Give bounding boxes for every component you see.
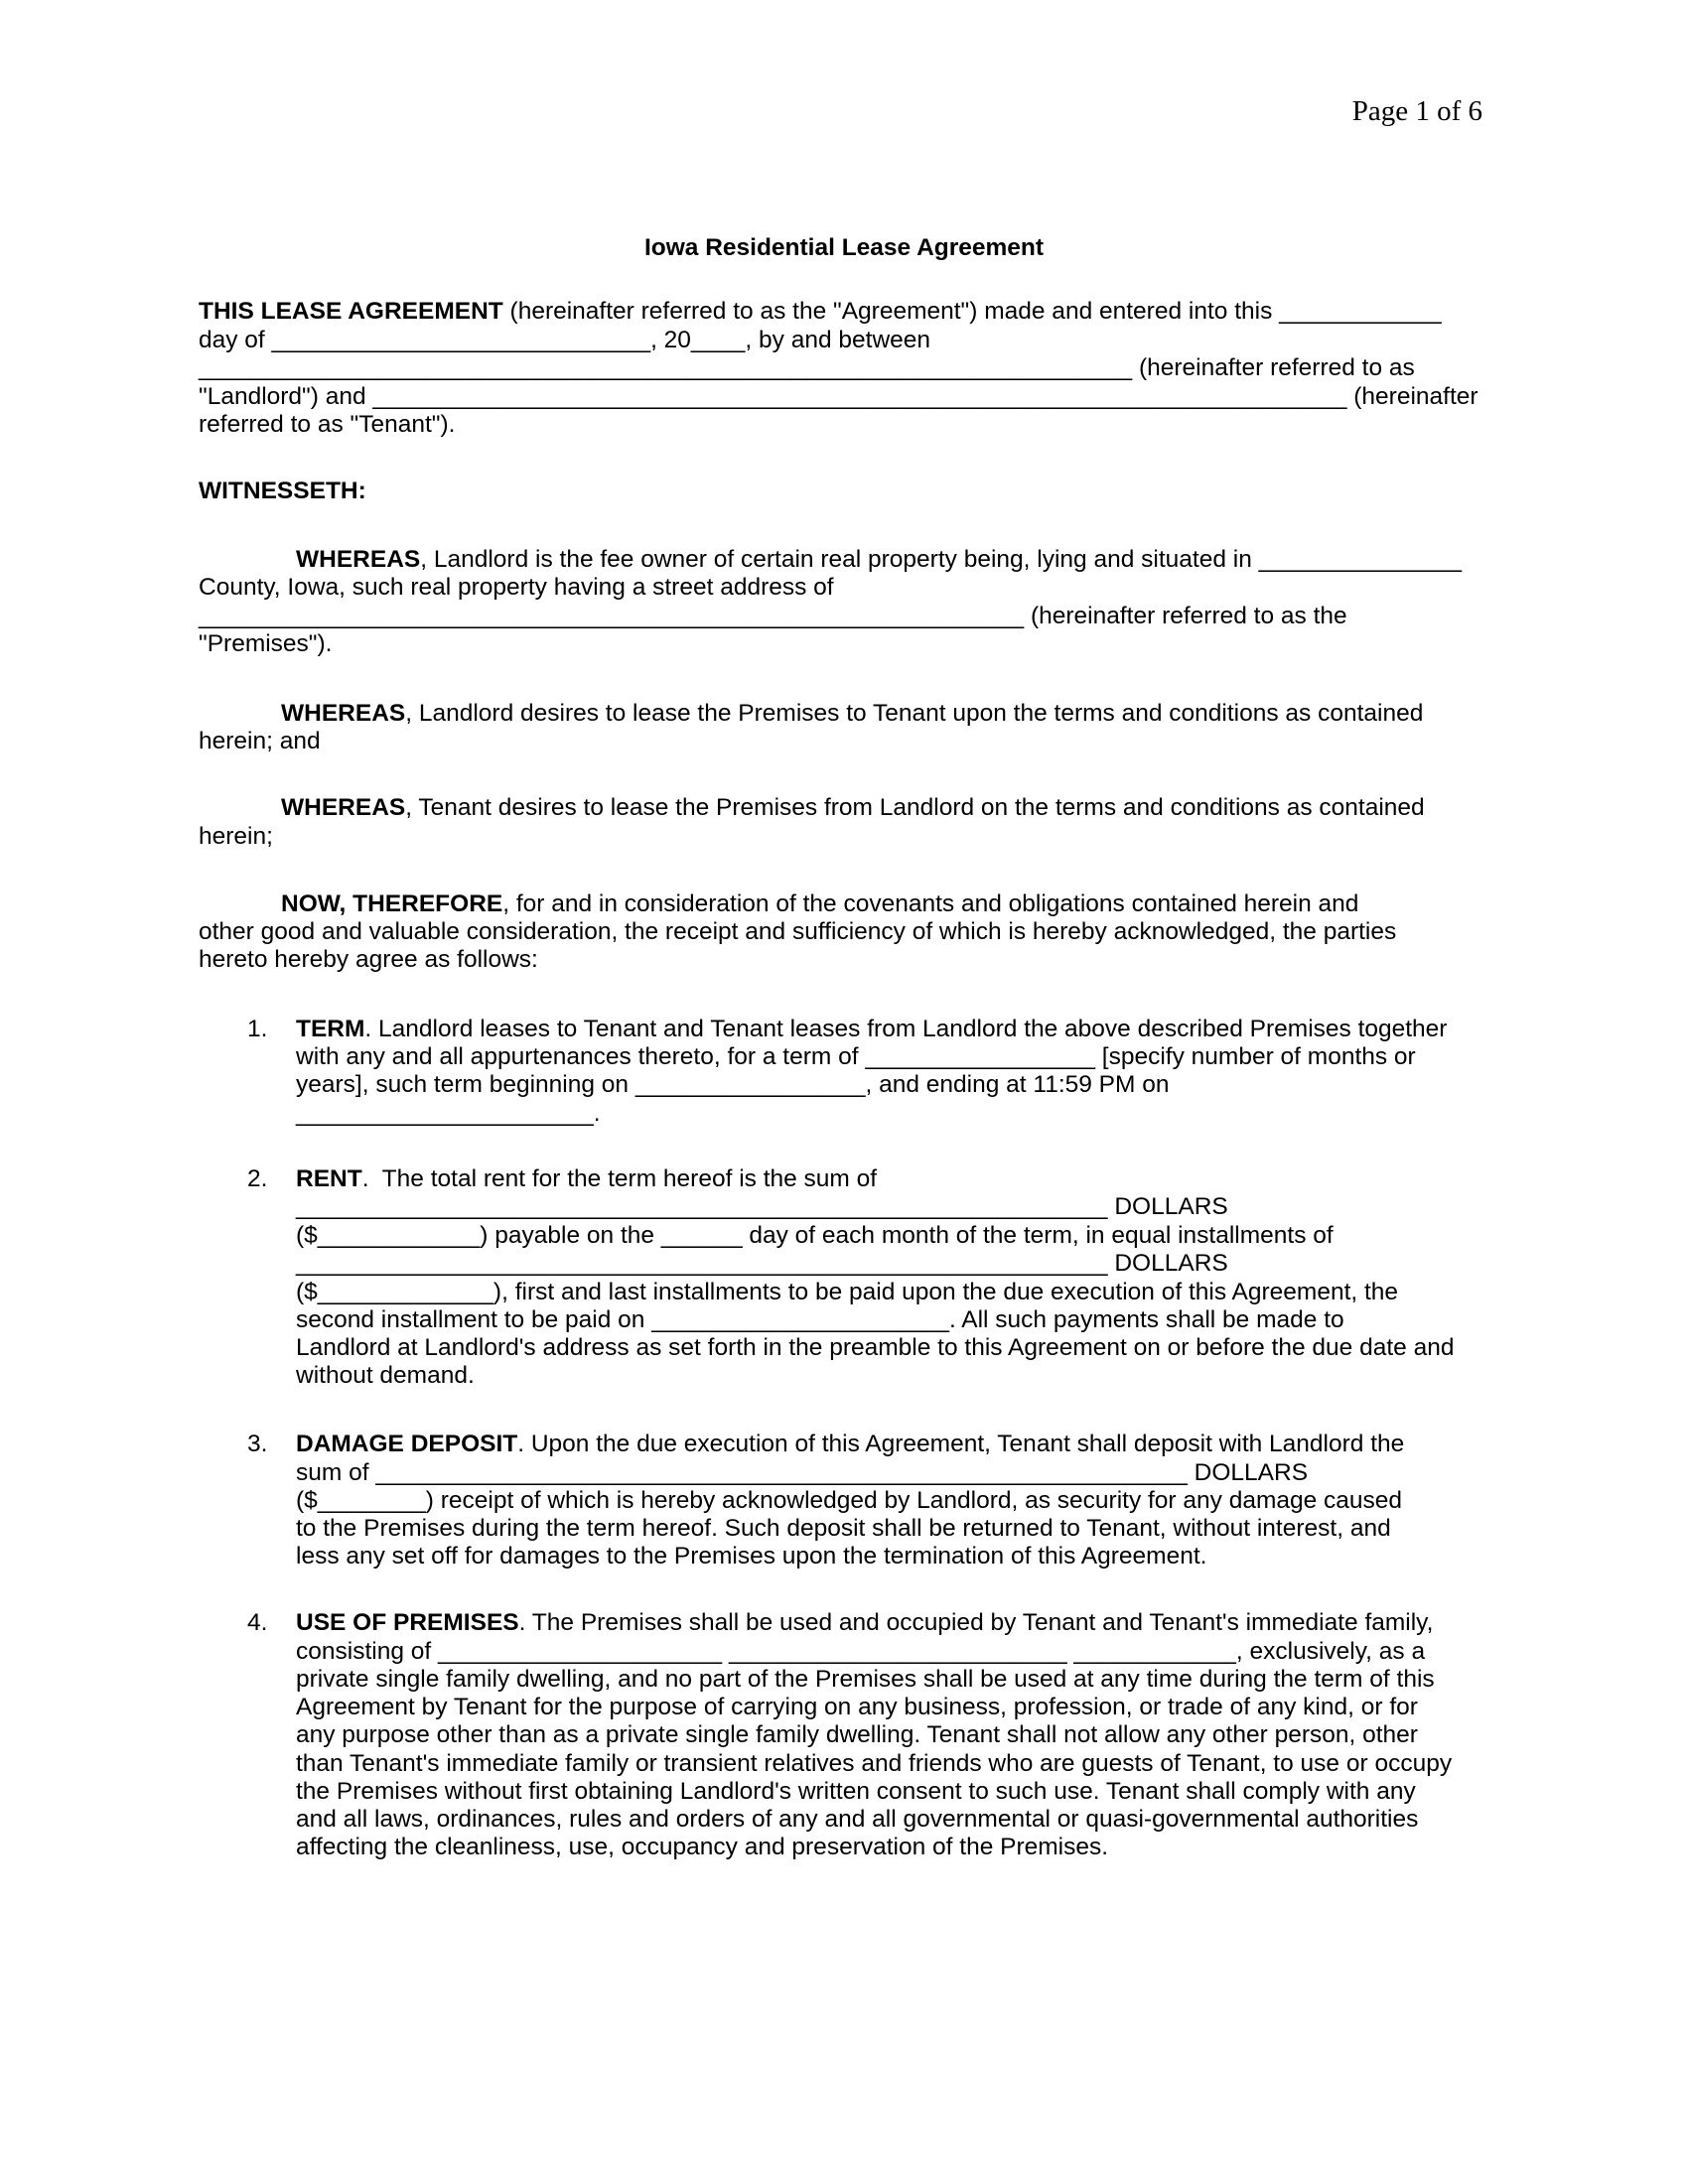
whereas2-text: , Landlord desires to lease the Premises to Tenant upon the terms and conditions as contained	[405, 700, 1424, 727]
whereas1-line-3: _____________________________________________________________ (hereinafter referred to as the	[199, 603, 1347, 629]
now-therefore-line-1	[281, 890, 1358, 918]
section-text: . Upon the due execution of this Agreement, Tenant shall deposit with Landlord the	[517, 1431, 1405, 1457]
section-line	[296, 1431, 1404, 1458]
section-line: ____________________________________________________________ DOLLARS	[296, 1250, 1228, 1277]
section-heading: USE OF PREMISES	[296, 1609, 519, 1636]
section-line: private single family dwelling, and no part of the Premises shall be used at any time during the term of this	[296, 1666, 1435, 1693]
section-line: affecting the cleanliness, use, occupancy and preservation of the Premises.	[296, 1834, 1109, 1860]
section-line: ($_____________), first and last installments to be paid upon the due execution of this Agreement, the	[296, 1279, 1399, 1305]
preamble-line-2: day of ____________________________, 20____, by and between	[199, 327, 931, 353]
section-text: . The total rent for the term hereof is the sum of	[361, 1165, 878, 1192]
whereas2-line-2: herein; and	[199, 728, 321, 754]
section-line	[296, 1016, 1447, 1043]
section-number: 2.	[247, 1165, 268, 1192]
preamble-line-1	[199, 298, 1442, 326]
preamble-line-3: _____________________________________________________________________ (hereinafter referred to as	[199, 354, 1415, 381]
section-line: to the Premises during the term hereof. Such deposit shall be returned to Tenant, without interest, and	[296, 1515, 1391, 1542]
whereas1-line-2: County, Iowa, such real property having a street address of	[199, 574, 834, 601]
section-heading: TERM	[296, 1016, 365, 1042]
section-line: Agreement by Tenant for the purpose of carrying on any business, profession, or trade of any kind, or for	[296, 1694, 1418, 1720]
section-line	[296, 1609, 1433, 1637]
section-heading: DAMAGE DEPOSIT	[296, 1431, 518, 1457]
whereas2-line-1	[281, 700, 1423, 728]
section-line: ($________) receipt of which is hereby acknowledged by Landlord, as security for any damage caused	[296, 1487, 1403, 1514]
section-number: 1.	[247, 1016, 268, 1042]
section-line: years], such term beginning on _________________, and ending at 11:59 PM on	[296, 1071, 1170, 1098]
section-line: Landlord at Landlord's address as set forth in the preamble to this Agreement on or before the due date and	[296, 1334, 1455, 1361]
section-text: . Landlord leases to Tenant and Tenant leases from Landlord the above described Premises together	[364, 1016, 1448, 1042]
whereas3-line-1	[281, 794, 1425, 822]
now-therefore-line-3: hereto hereby agree as follows:	[199, 946, 538, 973]
whereas3-bold: WHEREAS	[281, 794, 406, 821]
now-therefore-text: , for and in consideration of the covenants and obligations contained herein and	[502, 890, 1359, 917]
section-line: the Premises without first obtaining Landlord's written consent to such use. Tenant shall comply with any	[296, 1778, 1416, 1805]
now-therefore-line-2: other good and valuable consideration, the receipt and sufficiency of which is hereby acknowledged, the parties	[199, 918, 1397, 945]
witnesseth-heading: WITNESSETH:	[199, 478, 366, 504]
whereas3-text: , Tenant desires to lease the Premises from Landlord on the terms and conditions as contained	[405, 794, 1425, 821]
section-line: ($____________) payable on the ______ day of each month of the term, in equal installments of	[296, 1222, 1334, 1249]
section-number: 3.	[247, 1431, 268, 1457]
now-therefore-bold: NOW, THEREFORE	[281, 890, 503, 917]
section-line: ____________________________________________________________ DOLLARS	[296, 1193, 1228, 1220]
preamble-text: (hereinafter referred to as the "Agreement") made and entered into this ____________	[502, 298, 1442, 325]
section-line: second installment to be paid on ______________________. All such payments shall be made to	[296, 1306, 1344, 1333]
section-text: . The Premises shall be used and occupied by Tenant and Tenant's immediate family,	[518, 1609, 1434, 1636]
whereas1-bold: WHEREAS	[296, 546, 421, 573]
section-line: sum of ____________________________________________________________ DOLLARS	[296, 1459, 1309, 1486]
section-line	[296, 1165, 877, 1193]
section-line: any purpose other than as a private single family dwelling. Tenant shall not allow any other person, other	[296, 1721, 1418, 1748]
whereas1-line-1	[296, 546, 1462, 574]
section-number: 4.	[247, 1609, 268, 1636]
preamble-line-4: "Landlord") and ________________________________________________________________________ (hereinafter	[199, 383, 1478, 410]
section-line: less any set off for damages to the Premises upon the termination of this Agreement.	[296, 1543, 1207, 1570]
preamble-bold: THIS LEASE AGREEMENT	[199, 298, 503, 325]
section-line: than Tenant's immediate family or transient relatives and friends who are guests of Tenant, to use or occupy	[296, 1750, 1453, 1777]
whereas3-line-2: herein;	[199, 823, 273, 850]
section-heading: RENT	[296, 1165, 362, 1192]
section-line: and all laws, ordinances, rules and orders of any and all governmental or quasi-governmental authorities	[296, 1806, 1419, 1833]
section-line: consisting of _____________________ _________________________ ____________, exclusively, as a	[296, 1638, 1426, 1665]
document-title: Iowa Residential Lease Agreement	[643, 234, 1045, 261]
whereas1-line-4: "Premises").	[199, 630, 333, 657]
whereas1-text: , Landlord is the fee owner of certain real property being, lying and situated in _______________	[420, 546, 1463, 573]
section-line: without demand.	[296, 1362, 475, 1389]
whereas2-bold: WHEREAS	[281, 700, 406, 727]
section-line: with any and all appurtenances thereto, for a term of _________________ [specify number of months or	[296, 1043, 1416, 1070]
page-number: Page 1 of 6	[1351, 95, 1482, 127]
preamble-line-5: referred to as "Tenant").	[199, 411, 456, 438]
section-line: ______________________.	[296, 1100, 601, 1127]
